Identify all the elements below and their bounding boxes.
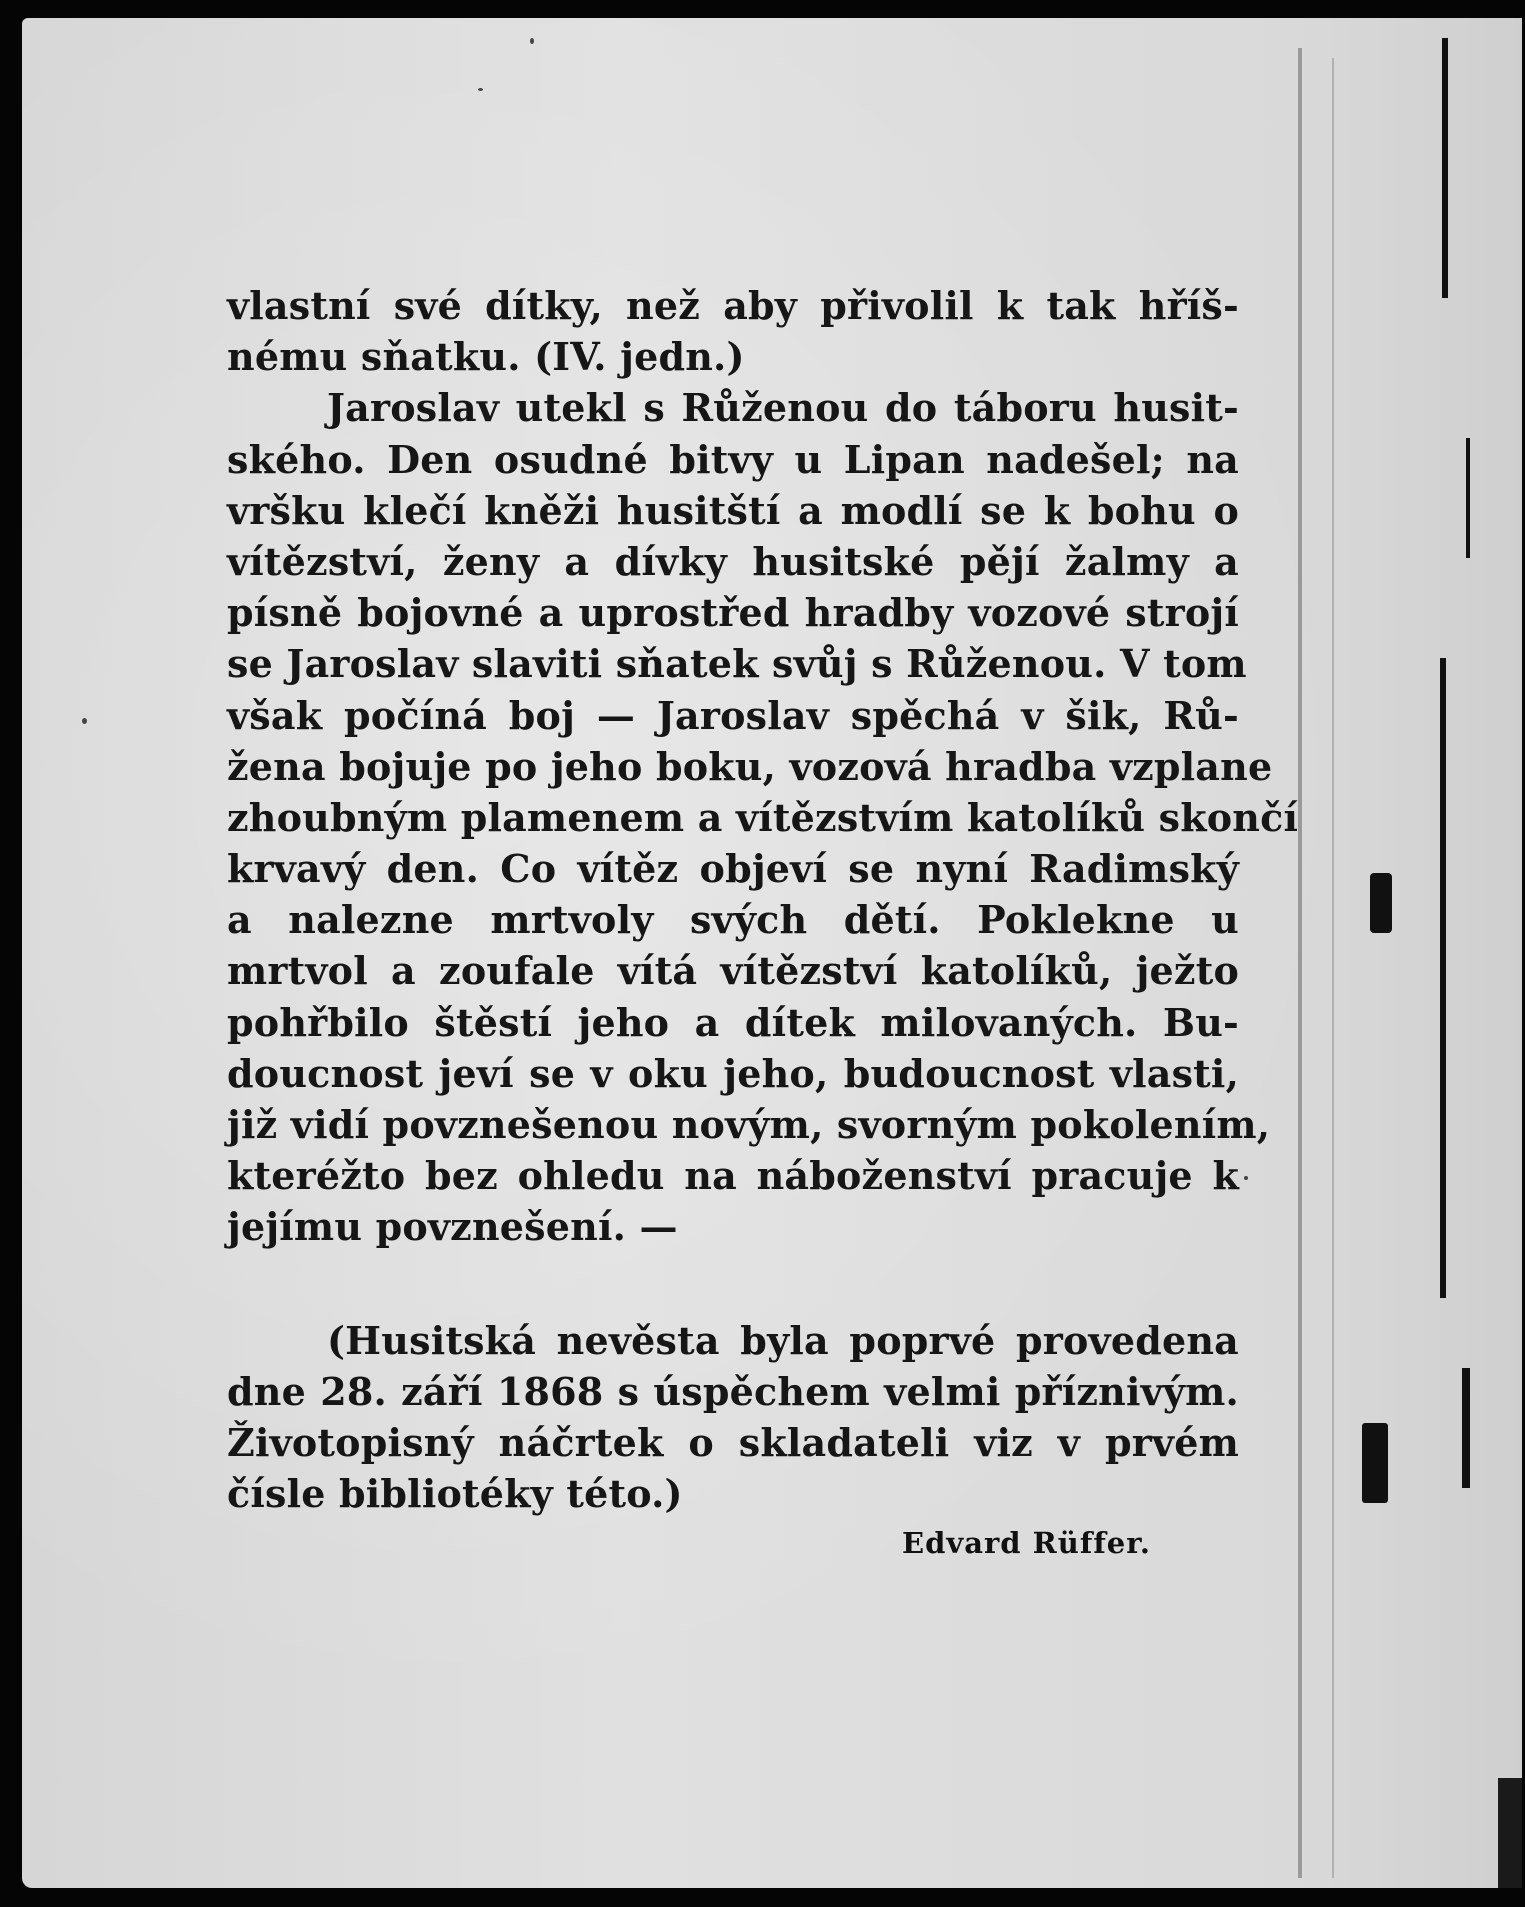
spine-mark	[1362, 1423, 1388, 1503]
text-line: ského. Den osudné bitvy u Lipan nadešel; na	[227, 436, 1239, 482]
page-text	[227, 280, 1299, 1519]
text-line: krvavý den. Co vítěz objeví se nyní Radimský	[227, 846, 1239, 892]
text-line: písně bojovné a uprostřed hradby vozové strojí	[227, 590, 1239, 636]
text-line: vítězství, ženy a dívky husitské pějí žalmy a	[227, 538, 1239, 584]
text-line: Jaroslav utekl s Růženou do táboru husit-	[327, 385, 1239, 431]
paragraph-gap	[227, 1253, 1239, 1315]
text-line: nému sňatku. (IV. jedn.)	[227, 334, 745, 380]
page-speck	[530, 38, 534, 44]
note-line: čísle bibliotéky této.)	[227, 1471, 683, 1517]
spine-mark	[1462, 1368, 1470, 1488]
note-line: (Husitská nevěsta byla poprvé provedena	[327, 1317, 1239, 1363]
spine-shadow-line	[1332, 58, 1334, 1878]
spine-mark	[1466, 438, 1470, 558]
note-line: dne 28. září 1868 s úspěchem velmi příznivým.	[227, 1368, 1239, 1414]
text-line: kteréžto bez ohledu na náboženství pracuje k	[227, 1153, 1239, 1199]
spine-shadow-line	[1298, 48, 1302, 1878]
text-line: vlastní své dítky, než aby přivolil k tak hříš-	[227, 283, 1239, 328]
page-speck	[82, 718, 87, 724]
author-signature: Edvard Rüffer.	[902, 1526, 1151, 1560]
spine-mark	[1498, 1778, 1522, 1888]
text-line: pohřbilo štěstí jeho a dítek milovaných. Bu-	[227, 999, 1239, 1045]
page-speck	[478, 88, 483, 91]
note-line: Životopisný náčrtek o skladateli viz v prvém	[227, 1419, 1239, 1465]
text-line: a nalezne mrtvoly svých dětí. Poklekne u	[227, 897, 1239, 943]
spine-mark	[1442, 38, 1448, 298]
spine-mark	[1370, 873, 1392, 933]
text-line: již vidí povznešenou novým, svorným pokolením,	[227, 1102, 1271, 1147]
text-line: doucnost jeví se v oku jeho, budoucnost vlasti,	[227, 1050, 1239, 1096]
book-page	[22, 18, 1522, 1888]
text-line: zhoubným plamenem a vítězstvím katolíků skončí	[227, 794, 1299, 840]
text-line: jejímu povznešení. —	[227, 1204, 678, 1250]
text-line: se Jaroslav slaviti sňatek svůj s Růženou. V tom	[227, 641, 1247, 687]
text-line: mrtvol a zoufale vítá vítězství katolíků, ježto	[227, 948, 1239, 994]
page-speck	[1244, 1176, 1248, 1180]
text-line: vršku klečí kněži husitští a modlí se k bohu o	[227, 487, 1239, 533]
text-line: však počíná boj — Jaroslav spěchá v šik, Rů-	[227, 692, 1239, 738]
spine-mark	[1440, 658, 1446, 1298]
text-line: žena bojuje po jeho boku, vozová hradba vzplane	[227, 743, 1273, 789]
